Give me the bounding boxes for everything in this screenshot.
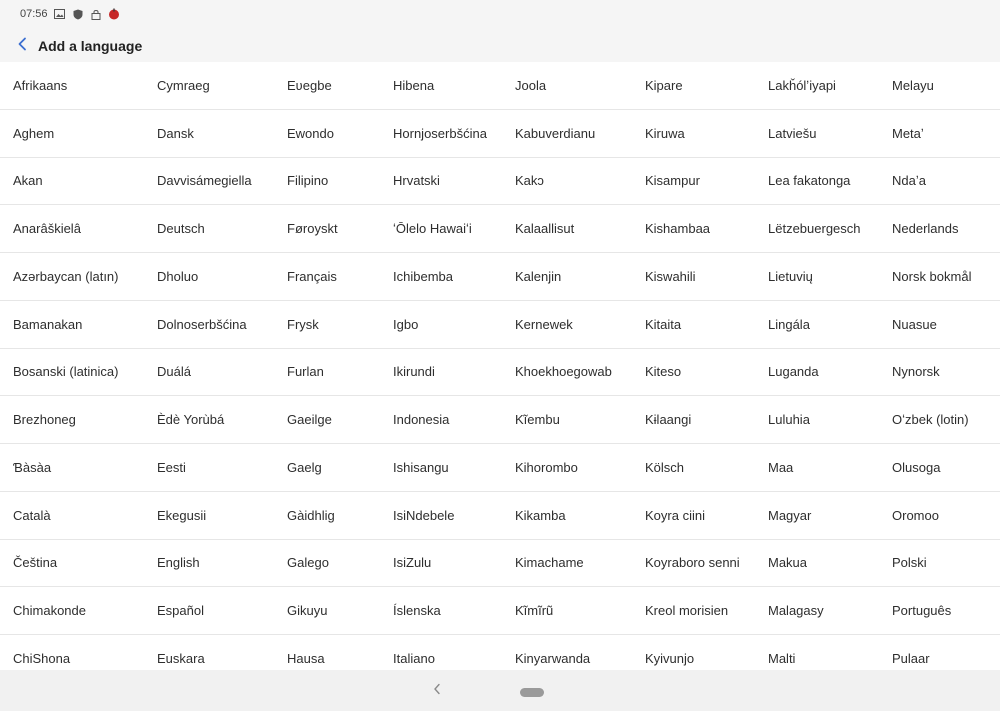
language-row <box>0 396 1000 444</box>
language-item[interactable]: Deutsch <box>157 221 205 237</box>
language-item[interactable]: Ekegusii <box>157 507 207 523</box>
language-item[interactable]: Luluhia <box>768 412 810 428</box>
language-item[interactable]: Melayu <box>892 77 934 93</box>
language-item[interactable]: Kreol morisien <box>645 603 729 619</box>
language-item[interactable]: Ɓàsàa <box>13 459 52 475</box>
language-item[interactable]: Kabuverdianu <box>515 125 596 141</box>
language-item[interactable]: Kalenjin <box>515 268 562 284</box>
language-item[interactable]: Kimachame <box>515 555 584 571</box>
language-item[interactable]: Igbo <box>393 316 419 332</box>
status-bar <box>0 0 1000 28</box>
language-item[interactable]: Ewondo <box>287 125 334 141</box>
language-item[interactable]: Bamanakan <box>13 316 83 332</box>
language-item[interactable]: Kikamba <box>515 507 566 523</box>
language-item[interactable]: ChiShona <box>13 650 71 666</box>
language-row <box>0 301 1000 349</box>
language-item[interactable]: Akan <box>13 173 43 189</box>
language-item[interactable]: Makua <box>768 555 808 571</box>
language-item[interactable]: Nynorsk <box>892 364 940 380</box>
language-item[interactable]: Lëtzebuergesch <box>768 221 861 237</box>
language-item[interactable]: Gaeilge <box>287 412 332 428</box>
language-item[interactable]: Dolnoserbšćina <box>157 316 247 332</box>
language-item[interactable]: Cymraeg <box>157 77 210 93</box>
nav-back-button[interactable] <box>430 682 444 700</box>
page-title: Add a language <box>38 38 143 54</box>
language-item[interactable]: Kĩmĩrũ <box>515 603 554 619</box>
language-item[interactable]: Kölsch <box>645 459 685 475</box>
language-item[interactable]: Ikirundi <box>393 364 435 380</box>
language-item[interactable]: IsiNdebele <box>393 507 455 523</box>
language-item[interactable]: Davvisámegiella <box>157 173 252 189</box>
language-item[interactable]: Hrvatski <box>393 173 440 189</box>
language-item[interactable]: Duálá <box>157 364 191 380</box>
language-item[interactable]: Anarâškielâ <box>13 221 81 237</box>
language-item[interactable]: Français <box>287 268 337 284</box>
language-item[interactable]: Kiswahili <box>645 268 696 284</box>
language-item[interactable]: Eʋegbe <box>287 77 332 93</box>
language-row <box>0 253 1000 301</box>
navigation-bar <box>0 670 1000 711</box>
nav-back-icon <box>433 682 441 700</box>
nav-home-button[interactable] <box>520 688 544 697</box>
language-item[interactable]: Bosanski (latinica) <box>13 364 119 380</box>
language-item[interactable]: Eesti <box>157 459 186 475</box>
language-item[interactable]: Gaelg <box>287 459 322 475</box>
language-item[interactable]: Hornjoserbšćina <box>393 125 487 141</box>
language-item[interactable]: Malti <box>768 650 796 666</box>
language-item[interactable]: Maa <box>768 459 794 475</box>
language-item[interactable]: Koyra ciini <box>645 507 705 523</box>
language-item[interactable]: Luganda <box>768 364 819 380</box>
language-item[interactable]: Hausa <box>287 650 325 666</box>
language-item[interactable]: Lingála <box>768 316 810 332</box>
language-item[interactable]: Galego <box>287 555 329 571</box>
language-item[interactable]: Koyraboro senni <box>645 555 740 571</box>
language-item[interactable]: Pulaar <box>892 650 930 666</box>
language-item[interactable]: Kakɔ <box>515 173 544 189</box>
language-item[interactable]: Hibena <box>393 77 435 93</box>
language-item[interactable]: Kernewek <box>515 316 573 332</box>
chevron-left-icon <box>17 37 27 56</box>
language-row <box>0 444 1000 492</box>
language-item[interactable]: Íslenska <box>393 603 441 619</box>
language-item[interactable]: Kisampur <box>645 173 700 189</box>
language-item[interactable]: Kĩembu <box>515 412 560 428</box>
language-item[interactable]: Azərbaycan (latın) <box>13 268 119 284</box>
language-item[interactable]: Gikuyu <box>287 603 328 619</box>
language-item[interactable]: Dansk <box>157 125 194 141</box>
language-item[interactable]: Metaʼ <box>892 125 924 141</box>
language-item[interactable]: Português <box>892 603 952 619</box>
language-item[interactable]: Oʻzbek (lotin) <box>892 412 969 428</box>
language-item[interactable]: Afrikaans <box>13 77 68 93</box>
language-row <box>0 205 1000 253</box>
language-item[interactable]: Malagasy <box>768 603 824 619</box>
language-item[interactable]: Kitaita <box>645 316 682 332</box>
language-row <box>0 587 1000 635</box>
language-item[interactable]: Čeština <box>13 555 58 571</box>
language-row <box>0 349 1000 397</box>
language-item[interactable]: Kishambaa <box>645 221 711 237</box>
language-row <box>0 62 1000 110</box>
language-item[interactable]: Brezhoneg <box>13 412 76 428</box>
language-item[interactable]: Ishisangu <box>393 459 449 475</box>
language-item[interactable]: Kɨlaangi <box>645 412 692 428</box>
language-item[interactable]: Euskara <box>157 650 205 666</box>
language-item[interactable]: English <box>157 555 200 571</box>
language-item[interactable]: Gàidhlig <box>287 507 335 523</box>
language-item[interactable]: Polski <box>892 555 927 571</box>
language-item[interactable]: Frysk <box>287 316 319 332</box>
language-item[interactable]: Olusoga <box>892 459 941 475</box>
language-item[interactable]: IsiZulu <box>393 555 432 571</box>
language-item[interactable]: Aghem <box>13 125 55 141</box>
app-header <box>0 28 1000 64</box>
language-item[interactable]: Khoekhoegowab <box>515 364 612 380</box>
language-grid <box>0 62 1000 670</box>
language-item[interactable]: Kipare <box>645 77 683 93</box>
language-item[interactable]: Norsk bokmål <box>892 268 972 284</box>
language-item[interactable]: Ichibemba <box>393 268 453 284</box>
language-item[interactable]: Lietuvių <box>768 268 813 284</box>
language-item[interactable]: Dholuo <box>157 268 199 284</box>
language-item[interactable]: Kyivunjo <box>645 650 695 666</box>
language-item[interactable]: Ndaʼa <box>892 173 926 189</box>
language-item[interactable]: Indonesia <box>393 412 450 428</box>
status-time: 07:56 <box>20 8 48 20</box>
language-item[interactable]: Filipino <box>287 173 329 189</box>
language-item[interactable]: Magyar <box>768 507 812 523</box>
language-row <box>0 158 1000 206</box>
language-item[interactable]: Chimakonde <box>13 603 86 619</box>
language-item[interactable]: Kiteso <box>645 364 682 380</box>
app-notification-icon <box>108 8 120 20</box>
language-item[interactable]: Furlan <box>287 364 324 380</box>
language-item[interactable]: Kihorombo <box>515 459 578 475</box>
language-row <box>0 635 1000 670</box>
language-item[interactable]: Latviešu <box>768 125 817 141</box>
language-item[interactable]: Kinyarwanda <box>515 650 591 666</box>
language-row <box>0 540 1000 588</box>
language-row <box>0 110 1000 158</box>
language-item[interactable]: Español <box>157 603 204 619</box>
language-item[interactable]: Lea fakatonga <box>768 173 851 189</box>
language-item[interactable]: ʻŌlelo Hawaiʻi <box>393 221 472 237</box>
language-item[interactable]: Català <box>13 507 51 523</box>
lock-icon <box>90 8 102 20</box>
language-item[interactable]: Nederlands <box>892 221 959 237</box>
language-item[interactable]: Kalaallisut <box>515 221 575 237</box>
language-item[interactable]: Italiano <box>393 650 435 666</box>
gallery-icon <box>54 8 66 20</box>
language-item[interactable]: Oromoo <box>892 507 939 523</box>
language-row <box>0 492 1000 540</box>
language-item[interactable]: Èdè Yorùbá <box>157 412 225 428</box>
shield-icon <box>72 8 84 20</box>
language-item[interactable]: Lakȟólʼiyapi <box>768 77 836 93</box>
back-button[interactable] <box>10 34 34 58</box>
language-item[interactable]: Føroyskt <box>287 221 338 237</box>
language-item[interactable]: Nuasue <box>892 316 937 332</box>
language-item[interactable]: Joola <box>515 77 547 93</box>
language-item[interactable]: Kiruwa <box>645 125 685 141</box>
